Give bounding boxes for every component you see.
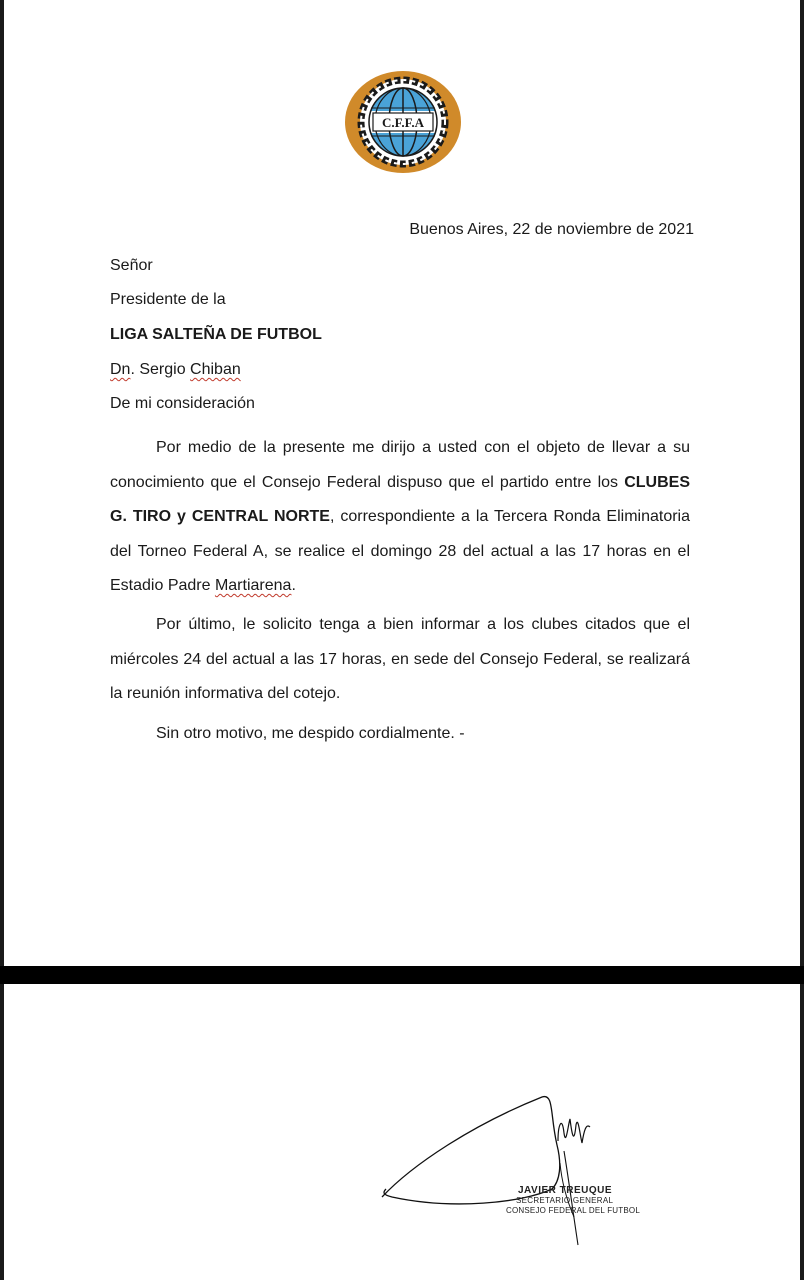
paragraph-1-venue: Martiarena — [214, 577, 292, 594]
handwritten-signature — [372, 1085, 642, 1255]
cffa-logo — [343, 70, 463, 174]
page-separator — [0, 966, 804, 984]
recipient-position: Presidente de la — [110, 291, 226, 308]
paragraph-2 — [110, 608, 690, 712]
paragraph-2-text: Por último, le solicito tenga a bien informar a los clubes citados que el miércoles 24 del actual a las 17 horas, en sede del Consejo Federal, se realizará la reunión informativa del cotejo. — [110, 616, 690, 702]
paragraph-3-text: Sin otro motivo, me despido cordialmente. - — [156, 725, 465, 742]
recipient-name — [110, 361, 241, 379]
signer-organization: CONSEJO FEDERAL DEL FUTBOL — [506, 1206, 640, 1215]
paragraph-1 — [110, 431, 690, 604]
paragraph-3 — [110, 717, 690, 752]
greeting: De mi consideración — [110, 395, 255, 412]
paragraph-1-text-a: Por medio de la presente me dirijo a usted con el objeto de llevar a su conocimiento que el Consejo Federal dispuso que el partido entre los — [110, 439, 690, 491]
svg-text:C.F.F.A: C.F.F.A — [381, 115, 425, 130]
right-border — [800, 0, 804, 1280]
letter-date: Buenos Aires, 22 de noviembre de 2021 — [409, 221, 694, 238]
paragraph-1-end: . — [291, 577, 296, 594]
recipient-surname: Chiban — [190, 361, 241, 378]
recipient-name-rest: . Sergio — [130, 361, 191, 378]
recipient-prefix: Dn — [110, 361, 131, 378]
paragraph-1-text-b: , correspondiente a la Tercera Ronda Eliminatoria del Torneo Federal A, se realice el domingo 28 del actual a las 17 horas en el Estadio Padre — [110, 508, 691, 594]
salutation: Señor — [110, 257, 153, 274]
paragraph-1-clubs: CLUBES G. TIRO y CENTRAL NORTE — [110, 473, 690, 525]
recipient-league: LIGA SALTEÑA DE FUTBOL — [110, 326, 322, 343]
signer-title: SECRETARIO GENERAL — [516, 1196, 614, 1205]
signer-name: JAVIER TREUQUE — [518, 1185, 613, 1196]
